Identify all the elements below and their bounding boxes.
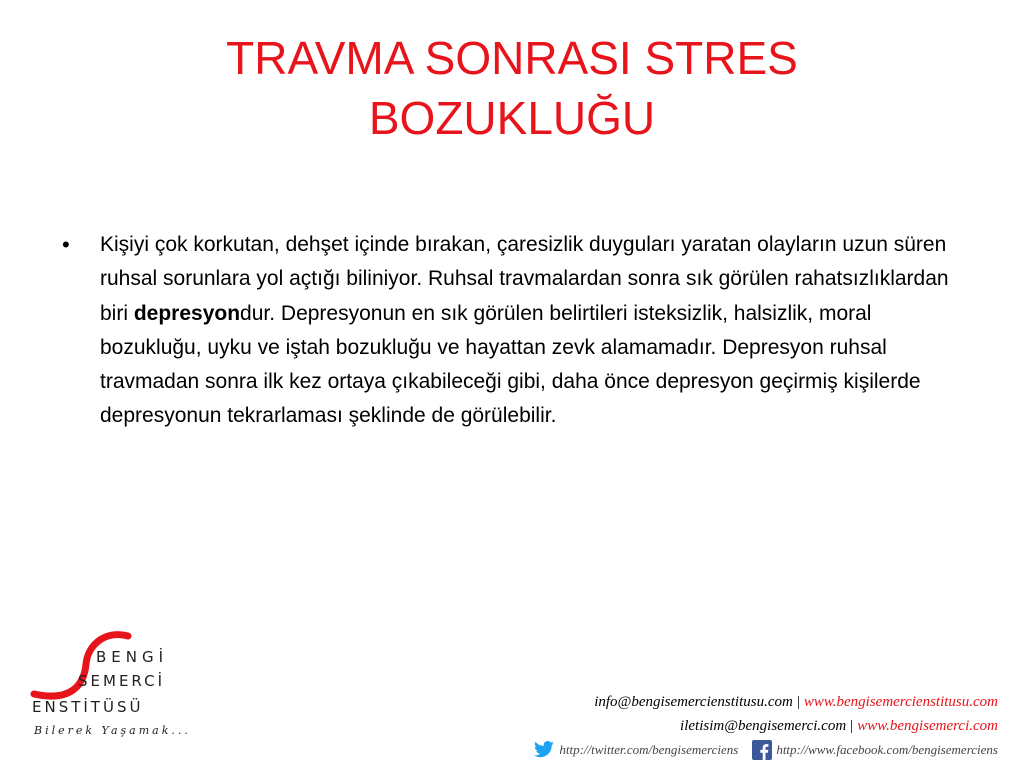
logo-mark [26, 628, 226, 724]
email-link-2[interactable]: iletisim@bengisemerci.com [680, 718, 847, 734]
slide-content [62, 228, 952, 434]
bullet-text [100, 228, 952, 434]
footer-separator: | [850, 718, 854, 734]
bullet-text-part-1: Kişiyi çok korkutan, dehşet içinde bırakan, çaresizlik duyguları yaratan olayların uzun süren ruhsal sorunlara yol açtığı biliniyor. Ruhsal travmalardan sonra sık görülen rahatsızlıklardan biri [100, 233, 949, 325]
logo-line-2: SEMERCİ [78, 672, 165, 690]
bullet-item [62, 228, 952, 434]
logo-line-1: BENGİ [96, 648, 169, 666]
website-link-1[interactable]: www.bengisemercienstitusu.com [803, 694, 998, 710]
logo-line-3: ENSTİTÜSÜ [32, 698, 144, 716]
title-line-2: BOZUKLUĞU [368, 92, 656, 144]
facebook-icon[interactable] [752, 740, 772, 760]
bullet-text-part-2: dur. Depresyonun en sık görülen belirtileri isteksizlik, halsizlik, moral bozukluğu, uyku ve iştah bozukluğu ve hayattan zevk alamamadır. Depresyon ruhsal travmadan sonra ilk kez ortaya çıkabileceği gibi, daha önce depresyon geçirmiş kişilerde depresyonun tekrarlaması şeklinde de görülebilir. [100, 301, 921, 428]
facebook-link[interactable]: http://www.facebook.com/bengisemerciens [776, 742, 998, 757]
bullet-text-bold: depresyon [133, 301, 241, 325]
social-links [533, 738, 998, 762]
logo-tagline: Bilerek Yaşamak... [34, 724, 191, 737]
twitter-icon[interactable] [533, 741, 555, 759]
email-link-1[interactable]: info@bengisemercienstitusu.com [594, 694, 793, 710]
twitter-link[interactable]: http://twitter.com/bengisemerciens [559, 742, 739, 757]
website-link-2[interactable]: www.bengisemerci.com [857, 718, 998, 734]
institute-logo [26, 628, 226, 748]
footer-line-2 [378, 714, 998, 738]
bullet-marker: • [62, 232, 70, 257]
title-line-1: TRAVMA SONRASI STRES [226, 32, 798, 84]
contact-footer [378, 690, 998, 767]
footer-line-1 [378, 690, 998, 714]
footer-separator: | [796, 694, 800, 710]
slide-title [80, 28, 944, 148]
